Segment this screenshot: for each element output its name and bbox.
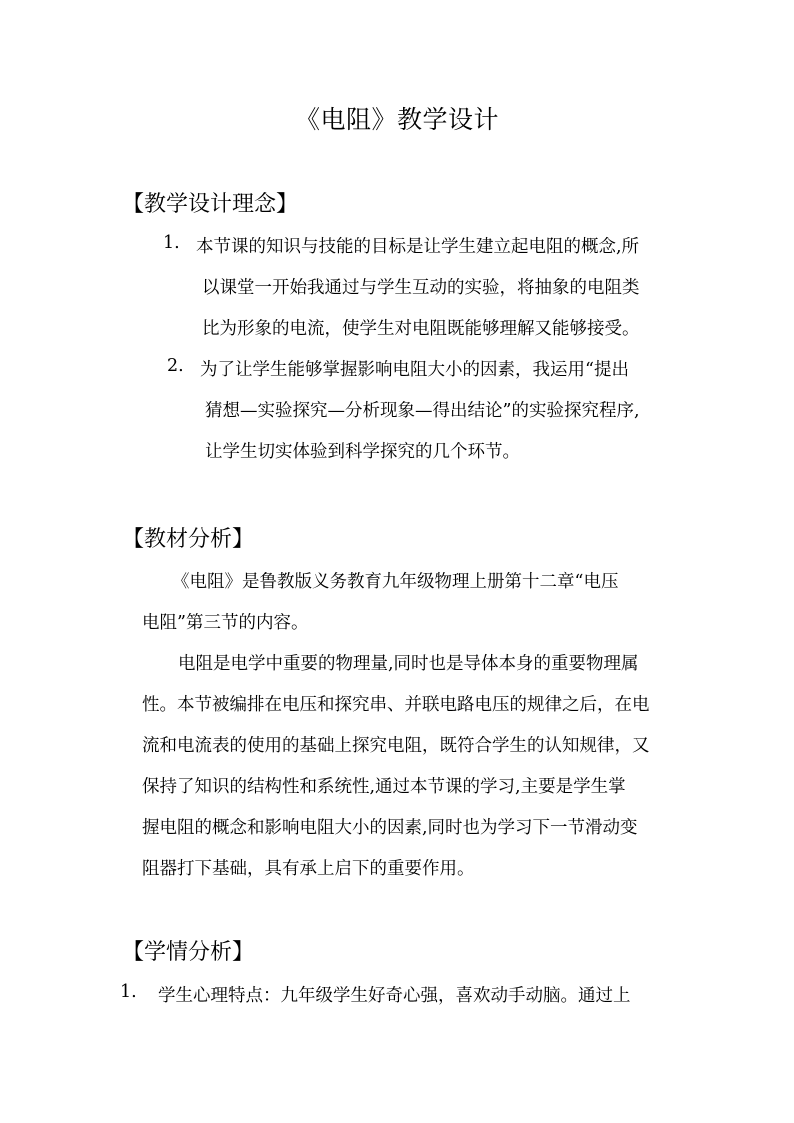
paragraph-line: 电阻”第三节的内容。 bbox=[142, 613, 309, 633]
list-item-line: 本节课的知识与技能的目标是让学生建立起电阻的概念,所 bbox=[196, 237, 640, 257]
section-heading-textbook-analysis: 【教材分析】 bbox=[122, 527, 255, 552]
list-item-number: 1. bbox=[120, 982, 137, 1002]
paragraph-line: 阻器打下基础，具有承上启下的重要作用。 bbox=[142, 859, 475, 879]
section-heading-design-concept: 【教学设计理念】 bbox=[122, 192, 299, 217]
list-item-line: 比为形象的电流，使学生对电阻既能够理解又能够接受。 bbox=[202, 319, 640, 339]
list-item-line: 学生心理特点：九年级学生好奇心强，喜欢动手动脑。通过上 bbox=[158, 986, 631, 1006]
paragraph-line: 握电阻的概念和影响电阻大小的因素,同时也为学习下一节滑动变 bbox=[142, 818, 638, 838]
list-item-line: 以课堂一开始我通过与学生互动的实验，将抽象的电阻类 bbox=[202, 278, 640, 298]
paragraph-line: 性。本节被编排在电压和探究串、并联电路电压的规律之后，在电 bbox=[142, 695, 650, 715]
paragraph-line: 《电阻》是鲁教版义务教育九年级物理上册第十二章“电压 bbox=[172, 572, 619, 592]
paragraph-line: 电阻是电学中重要的物理量,同时也是导体本身的重要物理属 bbox=[178, 654, 639, 674]
document-title: 《电阻》教学设计 bbox=[294, 105, 499, 134]
list-item-number: 2. bbox=[167, 356, 184, 376]
list-item-line: 为了让学生能够掌握影响电阻大小的因素，我运用“提出 bbox=[200, 360, 629, 380]
paragraph-line: 流和电流表的使用的基础上探究电阻，既符合学生的认知规律，又 bbox=[142, 736, 650, 756]
list-item-number: 1. bbox=[163, 233, 180, 253]
list-item-line: 让学生切实体验到科学探究的几个环节。 bbox=[205, 442, 520, 462]
section-heading-student-analysis: 【学情分析】 bbox=[122, 940, 255, 965]
paragraph-line: 保持了知识的结构性和系统性,通过本节课的学习,主要是学生掌 bbox=[142, 777, 626, 797]
list-item-line: 猜想—实验探究—分析现象—得出结论”的实验探究程序, bbox=[205, 401, 640, 421]
